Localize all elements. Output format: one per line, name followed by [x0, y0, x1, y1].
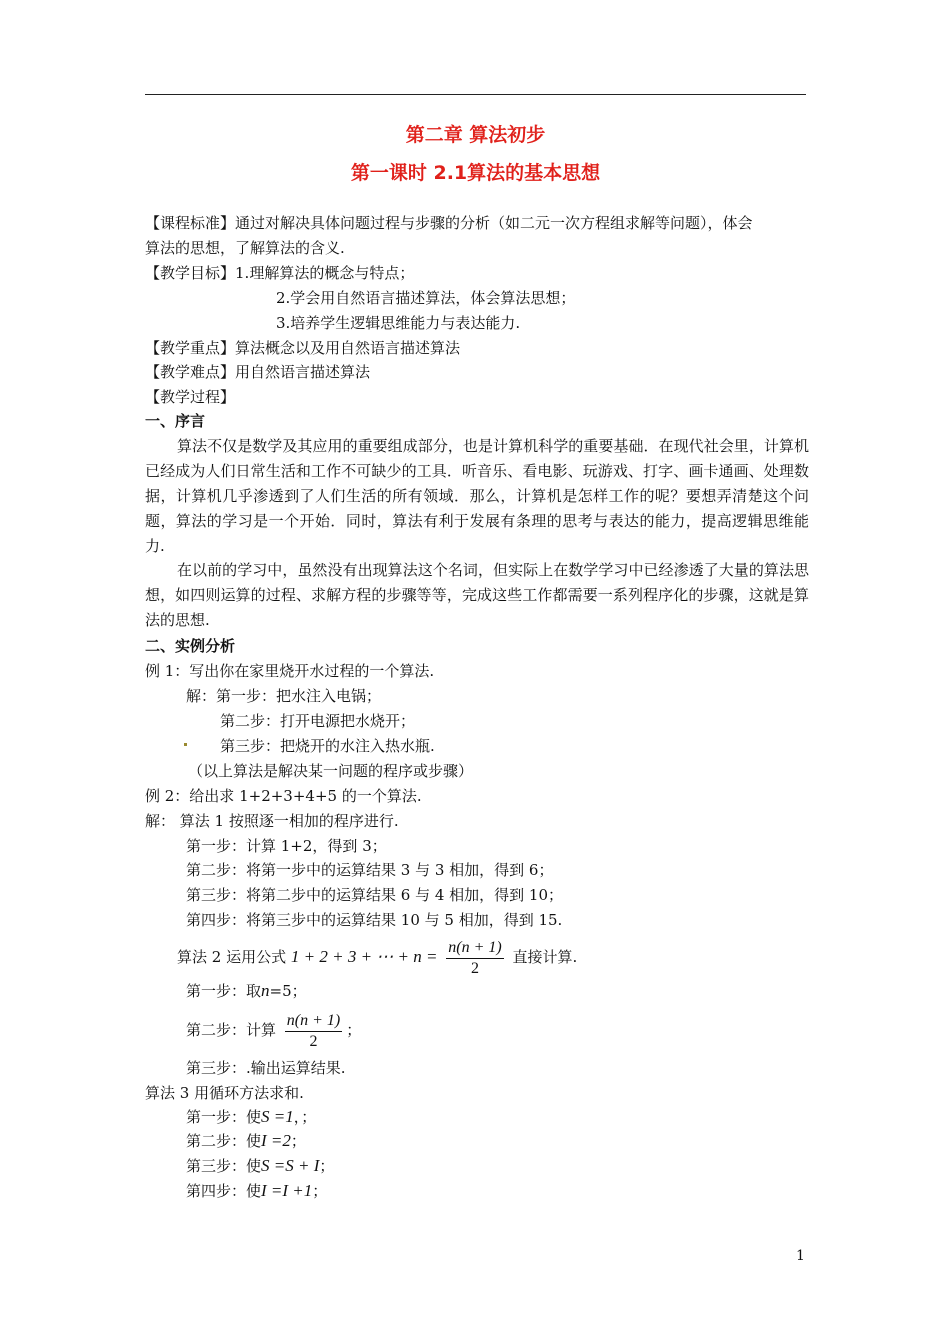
- algorithm-2-suffix: 直接计算.: [512, 948, 578, 966]
- teaching-difficulty: 【教学难点】用自然语言描述算法: [145, 363, 371, 381]
- lesson-title: 第一课时 2.1算法的基本思想: [350, 162, 601, 184]
- example-1-step-1: 解：第一步：把水注入电锅；: [186, 687, 382, 705]
- algorithm-2-step-3: 第三步：.输出运算结果.: [186, 1059, 346, 1077]
- algorithm-2-prefix: 算法 2 运用公式: [177, 948, 287, 966]
- algorithm-3-step-1: [186, 1107, 316, 1127]
- sum-formula-fraction: [446, 938, 503, 979]
- algorithm-3-step-2: [186, 1131, 306, 1151]
- section-heading-examples: 二、实例分析: [145, 637, 236, 655]
- page-number: 1: [796, 1248, 805, 1264]
- step-2-fraction-numerator: n(n + 1): [285, 1011, 342, 1032]
- assign-s-1: S =1: [261, 1107, 294, 1126]
- assign-i-plus-1: I =I +1: [261, 1181, 313, 1200]
- algorithm-3-step-3-suffix: ；: [319, 1157, 335, 1175]
- teaching-key-point: 【教学重点】算法概念以及用自然语言描述算法: [145, 339, 461, 357]
- goal-3: 3.培养学生逻辑思维能力与表达能力.: [276, 314, 521, 332]
- algorithm-2-step-2-suffix: ；: [346, 1021, 362, 1039]
- fraction-numerator: n(n + 1): [446, 938, 503, 959]
- goal-2: 2.学会用自然语言描述算法，体会算法思想；: [276, 289, 576, 307]
- section-heading-preface: 一、序言: [145, 412, 206, 430]
- algorithm-3-step-4-suffix: ；: [312, 1182, 328, 1200]
- algorithm-3-title: 算法 3 用循环方法求和.: [145, 1084, 304, 1102]
- algorithm-3-step-1-suffix: ，；: [293, 1108, 317, 1126]
- algorithm-3-step-3: [186, 1156, 334, 1176]
- preface-paragraph-1: 算法不仅是数学及其应用的重要组成部分，也是计算机科学的重要基础．在现代社会里，计算机已经成为人们日常生活和工作不可缺少的工具．听音乐、看电影、玩游戏、打字、画卡通画、处理数据，计算机几乎渗透到了人们生活的所有领域．那么，计算机是怎样工作的呢？要想弄清楚这个问题，算法的学习是一个开始．同时，算法有利于发展有条理的思考与表达的能力，提高逻辑思维能力.: [145, 437, 809, 555]
- preface-paragraph-2: 在以前的学习中，虽然没有出现算法这个名词，但实际上在数学学习中已经渗透了大量的算法思想，如四则运算的过程、求解方程的步骤等等，完成这些工作都需要一系列程序化的步骤，这就是算法的思想.: [145, 561, 809, 629]
- algorithm-2-step-1-prefix: 第一步：取: [186, 982, 262, 1000]
- fraction-denominator: 2: [470, 959, 479, 977]
- algorithm-3-step-4: [186, 1181, 327, 1201]
- curriculum-standard-line2: 算法的思想，了解算法的含义.: [145, 239, 345, 257]
- algorithm-1-step-1: 第一步：计算 1+2，得到 3；: [186, 837, 387, 855]
- algorithm-1-step-4: 第四步：将第三步中的运算结果 10 与 5 相加，得到 15.: [186, 911, 563, 929]
- algorithm-3-step-1-prefix: 第一步：使: [186, 1108, 262, 1126]
- algorithm-2-step-2: [186, 1009, 361, 1052]
- algorithm-1-step-2: 第二步：将第一步中的运算结果 3 与 3 相加，得到 6；: [186, 861, 554, 879]
- teaching-goals-label: 【教学目标】: [145, 264, 236, 282]
- stray-dot-mark: [184, 743, 187, 746]
- algorithm-1-step-3: 第三步：将第二步中的运算结果 6 与 4 相加，得到 10；: [186, 886, 564, 904]
- curriculum-standard-line1: 【课程标准】通过对解决具体问题过程与步骤的分析（如二元一次方程组求解等问题），体会: [145, 214, 753, 232]
- example-2-algorithm-1: 解： 算法 1 按照逐一相加的程序进行.: [145, 812, 399, 830]
- algorithm-3-step-2-suffix: ；: [290, 1132, 306, 1150]
- header-rule: [145, 94, 806, 95]
- example-2-title: 例 2：给出求 1+2+3+4+5 的一个算法.: [145, 787, 422, 805]
- algorithm-3-step-4-prefix: 第四步：使: [186, 1182, 262, 1200]
- assign-s-plus-i: S =S + I: [261, 1156, 320, 1175]
- algorithm-3-step-3-prefix: 第三步：使: [186, 1157, 262, 1175]
- assign-i-2: I =2: [261, 1131, 291, 1150]
- step-2-fraction-denominator: 2: [309, 1032, 318, 1050]
- teaching-process: 【教学过程】: [145, 388, 236, 406]
- algorithm-2-step-2-prefix: 第二步：计算: [186, 1021, 277, 1039]
- goal-1: 1.理解算法的概念与特点；: [235, 264, 415, 282]
- sum-formula-lhs: 1 + 2 + 3 + ⋯ + n =: [290, 947, 438, 966]
- algorithm-2-line: [177, 936, 577, 979]
- algorithm-2-step-1-suffix: =5；: [269, 982, 307, 1000]
- chapter-title: 第二章 算法初步: [405, 124, 546, 146]
- example-1-step-2: 第二步：打开电源把水烧开；: [220, 712, 416, 730]
- step-2-fraction: [285, 1011, 342, 1052]
- algorithm-3-step-2-prefix: 第二步：使: [186, 1132, 262, 1150]
- example-1-title: 例 1：写出你在家里烧开水过程的一个算法.: [145, 662, 435, 680]
- teaching-goals: [145, 263, 414, 283]
- example-1-step-3: 第三步：把烧开的水注入热水瓶.: [220, 737, 435, 755]
- example-1-note: （以上算法是解决某一问题的程序或步骤）: [188, 762, 474, 780]
- algorithm-2-step-1: [186, 981, 307, 1001]
- variable-n: n: [261, 981, 270, 1000]
